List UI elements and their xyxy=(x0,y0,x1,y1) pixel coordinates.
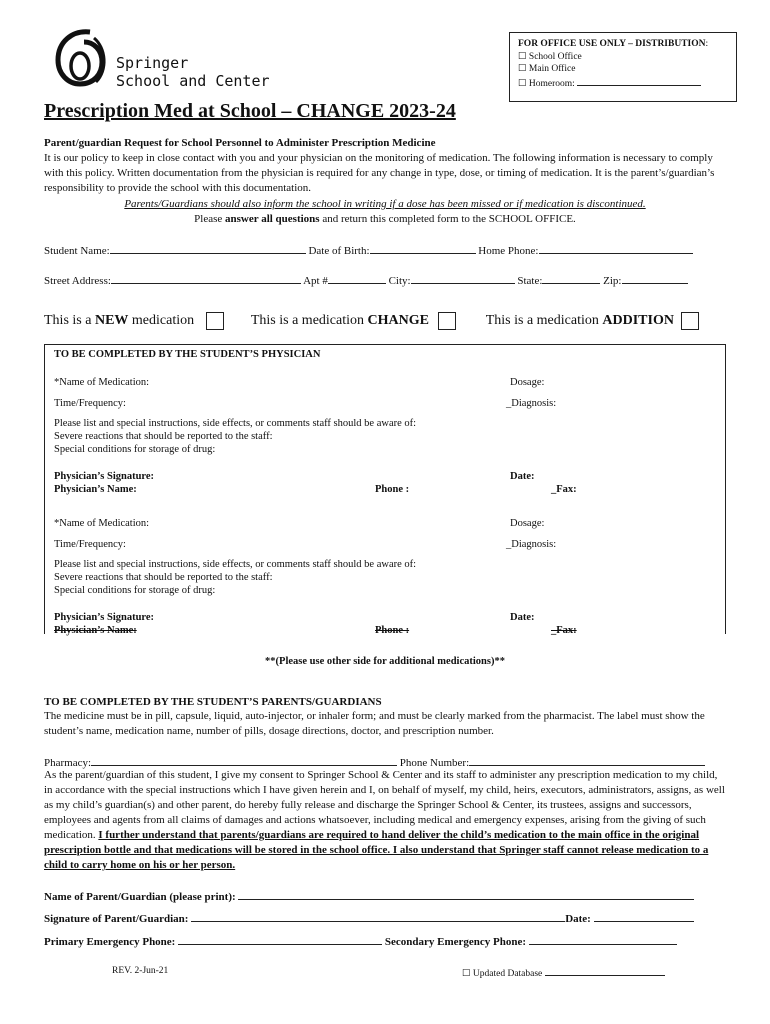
primary-phone-field[interactable] xyxy=(178,933,382,945)
dob-field[interactable] xyxy=(370,242,476,254)
physician-signature-label[interactable]: Physician’s Signature: xyxy=(54,612,155,623)
notice-text: Parents/Guardians should also inform the school in writing if a dose has been missed or if medication is discontinued. xyxy=(124,198,646,210)
medication-name-label[interactable]: *Name of Medication: xyxy=(54,518,150,529)
medicine-requirements-text: The medicine must be in pill, capsule, liquid, auto-injector, or inhaler form; and must be clearly marked from the pharmacist. The label must show the student’s name, medication name, number of pills, dosage directions, doctor, and prescription number. xyxy=(44,710,705,737)
updated-database-line[interactable] xyxy=(545,966,665,976)
logo-line-school: School and Center xyxy=(116,72,270,90)
change-medication-option: This is a medication CHANGE xyxy=(250,313,429,329)
severe-reactions-label[interactable]: Severe reactions that should be reported to the staff: xyxy=(54,572,273,583)
office-item-school[interactable]: ☐ School Office xyxy=(518,51,582,62)
student-fields-row1 xyxy=(44,242,726,257)
city-field[interactable] xyxy=(411,272,515,284)
office-item-homeroom[interactable]: ☐ Homeroom: xyxy=(518,76,728,91)
physician-date-label[interactable]: Date: xyxy=(510,612,535,623)
new-medication-option: This is a NEW medication xyxy=(44,313,195,329)
severe-reactions-label[interactable]: Severe reactions that should be reported to the staff: xyxy=(54,431,273,442)
dosage-label[interactable]: Dosage: xyxy=(510,377,545,388)
special-instructions-label[interactable]: Please list and special instructions, side effects, or comments staff should be aware of: xyxy=(54,559,417,570)
office-use-title: FOR OFFICE USE ONLY – DISTRIBUTION: xyxy=(518,39,709,49)
physician-signature-label[interactable]: Physician’s Signature: xyxy=(54,471,155,482)
physician-phone-label[interactable]: Phone : xyxy=(375,484,410,495)
physician-phone-label[interactable]: Phone : xyxy=(375,625,410,636)
form-subtitle: Parent/guardian Request for School Personnel to Administer Prescription Medicine xyxy=(44,137,436,149)
medication-name-label[interactable]: *Name of Medication: xyxy=(54,377,150,388)
parent-name-row xyxy=(44,888,726,903)
checkbox-icon[interactable]: ☐ xyxy=(518,78,527,89)
storage-conditions-label[interactable]: Special conditions for storage of drug: xyxy=(54,444,216,455)
physician-section xyxy=(44,344,726,634)
homeroom-line[interactable] xyxy=(577,76,701,86)
physician-name-label[interactable]: Physician’s Name: xyxy=(54,484,137,495)
emergency-phone-row xyxy=(44,933,726,948)
pharmacy-field[interactable] xyxy=(91,754,397,766)
secondary-phone-label: Secondary Emergency Phone: xyxy=(384,936,527,948)
pharmacy-row xyxy=(44,754,726,769)
addition-medication-option: This is a medication ADDITION xyxy=(485,313,674,329)
student-name-field[interactable] xyxy=(110,242,306,254)
change-medication-checkbox[interactable] xyxy=(438,312,456,330)
physician-date-label[interactable]: Date: xyxy=(510,471,535,482)
primary-phone-label: Primary Emergency Phone: xyxy=(44,936,176,948)
physician-heading: TO BE COMPLETED BY THE STUDENT’S PHYSICIAN xyxy=(54,349,321,360)
physician-name-label[interactable]: Physician’s Name: xyxy=(54,625,137,636)
zip-field[interactable] xyxy=(622,272,688,284)
springer-logo-icon xyxy=(50,26,112,88)
instruction-text: Please answer all questions and return this completed form to the SCHOOL OFFICE. xyxy=(194,213,576,225)
revision-label: REV. 2-Jun-21 xyxy=(112,966,169,976)
parent-signature-label: Signature of Parent/Guardian: xyxy=(44,913,189,925)
other-side-note: **(Please use other side for additional medications)** xyxy=(265,656,505,667)
office-use-box xyxy=(509,32,737,102)
diagnosis-label[interactable]: _Diagnosis: xyxy=(506,539,557,550)
home-phone-field[interactable] xyxy=(539,242,693,254)
consent-paragraph: As the parent/guardian of this student, I give my consent to Springer School & Center and its staff to administer any prescription medication to my child, in accordance with the special instructions which I have given herein and I, on behalf of myself, my child, heirs, executors, administrators, assigns, as well as my child’s guardian(s) and other parent, do hereby fully release and discharge the Springer School & Center, its trustees, assigns and successors, employees and agents from all claims of damages and actions whatsoever, including medical and emergency expenses, arising from the giving of such medication. I further understand that parents/guardians are required to hand deliver the child’s medication to the main office in the original prescription bottle and that medications will be stored in the school office. I also understand that Springer staff cannot release medication to a child to carry home on his or her person. xyxy=(44,769,725,871)
logo-line-springer: Springer xyxy=(116,54,189,72)
medication-type-row xyxy=(44,312,734,330)
parent-date-label: Date: xyxy=(565,913,591,925)
pharmacy-label: Pharmacy: xyxy=(44,757,92,769)
page-title: Prescription Med at School – CHANGE 2023-24 xyxy=(44,100,456,122)
time-frequency-label[interactable]: Time/Frequency: xyxy=(54,539,126,550)
city-label: City: xyxy=(388,275,411,287)
state-field[interactable] xyxy=(542,272,600,284)
apt-field[interactable] xyxy=(328,272,386,284)
checkbox-icon[interactable]: ☐ xyxy=(518,64,527,74)
diagnosis-label[interactable]: _Diagnosis: xyxy=(506,398,557,409)
home-phone-label: Home Phone: xyxy=(478,245,539,257)
new-medication-checkbox[interactable] xyxy=(206,312,224,330)
street-label: Street Address: xyxy=(44,275,111,287)
parent-name-label: Name of Parent/Guardian (please print): xyxy=(44,891,236,903)
state-label: State: xyxy=(517,275,543,287)
intro-paragraph: It is our policy to keep in close contact with you and your physician on the monitoring of medication. The following information is necessary to comply with this policy. Written documentation from the physician is required for any change in type, dose, or timing of medication. It is the parent’s/guardian’s responsibility to provide the school with this documentation. xyxy=(44,152,715,194)
street-field[interactable] xyxy=(111,272,301,284)
addition-medication-checkbox[interactable] xyxy=(681,312,699,330)
dob-label: Date of Birth: xyxy=(308,245,370,257)
updated-database-row: ☐ Updated Database xyxy=(462,966,665,979)
office-item-main[interactable]: ☐ Main Office xyxy=(518,64,576,74)
time-frequency-label[interactable]: Time/Frequency: xyxy=(54,398,126,409)
student-fields-row2 xyxy=(44,272,726,287)
dosage-label[interactable]: Dosage: xyxy=(510,518,545,529)
pharmacy-phone-label: Phone Number: xyxy=(399,757,470,769)
parent-heading: TO BE COMPLETED BY THE STUDENT’S PARENTS/GUARDIANS xyxy=(44,696,382,708)
parent-signature-row xyxy=(44,910,726,925)
zip-label: Zip: xyxy=(603,275,622,287)
secondary-phone-field[interactable] xyxy=(529,933,677,945)
parent-name-field[interactable] xyxy=(238,888,694,900)
apt-label: Apt # xyxy=(303,275,328,287)
pharmacy-phone-field[interactable] xyxy=(469,754,705,766)
physician-fax-label[interactable]: _Fax: xyxy=(551,484,577,495)
consent-bold-text: I further understand that parents/guardians are required to hand deliver the child’s medication to the main office in the original prescription bottle and that medications will be stored in the school office. I also understand that Springer staff cannot release medication to a child to carry home on his or her person. xyxy=(44,829,709,871)
checkbox-icon[interactable]: ☐ xyxy=(462,969,471,979)
storage-conditions-label[interactable]: Special conditions for storage of drug: xyxy=(54,585,216,596)
parent-signature-field[interactable] xyxy=(191,910,565,922)
checkbox-icon[interactable]: ☐ xyxy=(518,51,527,62)
parent-date-field[interactable] xyxy=(594,910,694,922)
student-name-label: Student Name: xyxy=(44,245,110,257)
special-instructions-label[interactable]: Please list and special instructions, side effects, or comments staff should be aware of: xyxy=(54,418,417,429)
physician-fax-label[interactable]: _Fax: xyxy=(551,625,577,636)
